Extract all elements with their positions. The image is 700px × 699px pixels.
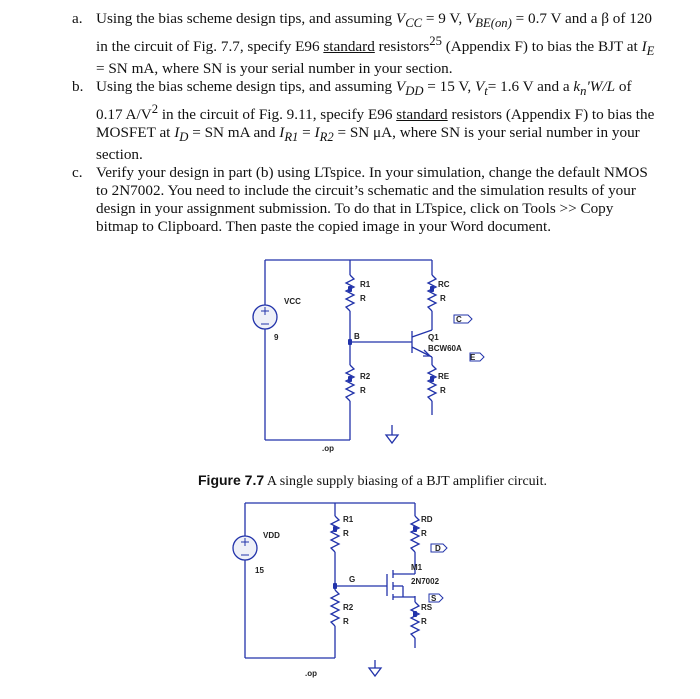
question-c-text: Verify your design in part (b) using LTspice. In your simulation, change the default NMOS to 2N7002. You need to include the circuit’s schematic and the simulation results of your design in your assignment submission. To do that in LTspice, click on Tools >> Copy bitmap to Clipboard. Then paste the copied image in your Word document. xyxy=(96,164,648,236)
re-resistor-symbol xyxy=(428,365,436,401)
vdd-label: VDD xyxy=(263,531,280,540)
r2-resistor-symbol xyxy=(346,365,354,401)
r2-label: R2 xyxy=(360,372,371,381)
r1-resistor-symbol xyxy=(346,275,354,311)
question-a-marker: a. xyxy=(72,10,83,27)
r2-value-2: R xyxy=(343,617,349,626)
base-node-label: B xyxy=(354,332,360,341)
rs-value: R xyxy=(421,617,427,626)
re-value: R xyxy=(440,386,446,395)
vcc-value: 9 xyxy=(274,333,279,342)
emitter-port-label: E xyxy=(470,353,476,362)
re-label: RE xyxy=(438,372,450,381)
vcc-label: VCC xyxy=(284,297,301,306)
rc-label: RC xyxy=(438,280,450,289)
question-a: a. Using the bias scheme design tips, and assuming $V_{CC} = 9$ V, $V_{BE(on)} = 0.7$ V and a β of 120 in the circuit of Fig. 7.7, specify E96 standard resistors$^{25}$ (Appendix F) to bias the BJT at $I_E$ = SN mA, where SN is your serial number in your section. xyxy=(72,10,655,78)
rc-resistor-symbol xyxy=(428,275,436,311)
question-c xyxy=(58,164,658,236)
question-b: b. Using the bias scheme design tips, and assuming $V_{DD} = 15$ V, $V_t= 1.6$ V and a $k_n'W/L$ of 0.17 $A/V^2$ in the circuit of Fig. 9.11, specify E96 standard resistors (Appendix F) to bias the MOSFET at $I_D$ = SN mA and $I_{R1} = I_{R2}$ = SN μA, where SN is your serial number in your section. xyxy=(72,78,655,164)
ground-icon-2 xyxy=(369,668,381,676)
vdd-source-symbol xyxy=(233,536,257,560)
rd-value: R xyxy=(421,529,427,538)
question-c-marker: c. xyxy=(72,164,83,182)
source-port-label: S xyxy=(431,594,437,603)
op-directive: .op xyxy=(322,444,334,453)
m1-label: M1 xyxy=(411,563,423,572)
question-list xyxy=(58,10,658,236)
r1-value-2: R xyxy=(343,529,349,538)
rs-label: RS xyxy=(421,603,433,612)
r1-value: R xyxy=(360,294,366,303)
r2-label-2: R2 xyxy=(343,603,354,612)
r1-label: R1 xyxy=(360,280,371,289)
r2-value: R xyxy=(360,386,366,395)
rd-label: RD xyxy=(421,515,433,524)
question-b-marker: b. xyxy=(72,78,84,96)
vcc-source-symbol xyxy=(253,305,277,329)
collector-port-label: C xyxy=(456,315,462,324)
gate-node-label: G xyxy=(349,575,356,584)
rd-resistor-symbol xyxy=(411,516,419,552)
drain-port-label: D xyxy=(435,544,441,553)
figure-caption: Figure 7.7 A single supply biasing of a BJT amplifier circuit. xyxy=(198,472,547,489)
q1-label: Q1 xyxy=(428,333,439,342)
q1-model: BCW60A xyxy=(428,344,462,353)
rc-value: R xyxy=(440,294,446,303)
rs-resistor-symbol xyxy=(411,602,419,638)
r1-label-2: R1 xyxy=(343,515,354,524)
vdd-value: 15 xyxy=(255,566,264,575)
mosfet-schematic xyxy=(225,498,475,694)
r2-resistor-symbol-2 xyxy=(331,590,339,626)
bjt-schematic xyxy=(240,255,490,460)
ground-icon xyxy=(386,435,398,443)
m1-model: 2N7002 xyxy=(411,577,440,586)
op-directive-2: .op xyxy=(305,669,317,678)
r1-resistor-symbol-2 xyxy=(331,516,339,552)
